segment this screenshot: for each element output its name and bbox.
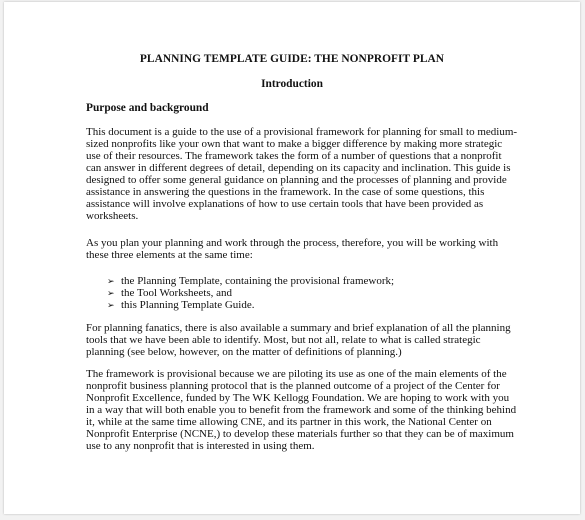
arrow-bullet-icon: ➢ <box>107 288 115 299</box>
section-introduction-title: Introduction <box>261 78 323 90</box>
paragraph-line: Nonprofit Enterprise (NCNE,) to develop these materials further so that they can be of maximum <box>86 428 514 441</box>
paragraph-line: it, while at the same time allowing CNE, and its partner in this work, the National Center on <box>86 416 492 429</box>
paragraph-line: assistance in answering the questions in the framework. In the case of some questions, this <box>86 186 485 199</box>
paragraph-purpose <box>86 126 526 222</box>
paragraph-elements-intro <box>86 237 526 261</box>
paragraph-framework-provisional <box>86 368 526 452</box>
paragraph-planning-fanatics <box>86 322 526 358</box>
paragraph-line: use to any nonprofit that is interested in using them. <box>86 440 315 453</box>
list-item-text: the Planning Template, containing the provisional framework; <box>121 275 395 287</box>
paragraph-line: planning (see below, however, on the matter of definitions of planning.) <box>86 346 402 359</box>
arrow-bullet-icon: ➢ <box>107 300 115 311</box>
list-item <box>107 275 394 287</box>
paragraph-line: designed to offer some general guidance on planning and the processes of planning and provide <box>86 174 507 187</box>
paragraph-line: For planning fanatics, there is also available a summary and brief explanation of all the planning <box>86 322 511 334</box>
paragraph-line: sized nonprofits like your own that want to make a bigger difference by making more strategic <box>86 138 503 151</box>
list-item-text: this Planning Template Guide. <box>121 299 255 312</box>
paragraph-line: tools that we have been able to identify. Most, but not all, relate to what is called strategic <box>86 334 481 347</box>
list-item-text: the Tool Worksheets, and <box>121 287 232 300</box>
paragraph-line: This document is a guide to the use of a provisional framework for planning for small to medium- <box>86 126 518 138</box>
paragraph-line: worksheets. <box>86 210 139 223</box>
elements-bullet-list <box>107 275 394 312</box>
paragraph-line: can answer in different degrees of detail, depending on its capacity and inclination. This guide is <box>86 162 511 175</box>
paragraph-line: nonprofit business planning protocol that is the planned outcome of a project of the Center for <box>86 380 500 393</box>
list-item <box>107 299 394 311</box>
arrow-bullet-icon: ➢ <box>107 276 115 286</box>
paragraph-line: The framework is provisional because we are piloting its use as one of the main elements of the <box>86 368 507 380</box>
paragraph-line: use of their resources. The framework takes the form of a number of questions that a nonprofit <box>86 150 502 163</box>
list-item <box>107 287 394 299</box>
document-title: PLANNING TEMPLATE GUIDE: THE NONPROFIT PLAN <box>139 53 445 65</box>
paragraph-line: these three elements at the same time: <box>86 249 253 262</box>
paragraph-line: in a way that will both enable you to benefit from the framework and some of the thinking behind <box>86 404 517 417</box>
paragraph-line: assistance will involve explanations of how to use certain tools that have been provided as <box>86 198 484 211</box>
paragraph-line: As you plan your planning and work through the process, therefore, you will be working with <box>86 237 499 249</box>
purpose-heading: Purpose and background <box>86 102 209 114</box>
document-page <box>4 2 580 514</box>
paragraph-line: Nonprofit Excellence, funded by The WK Kellogg Foundation. We are hoping to work with you <box>86 392 510 405</box>
